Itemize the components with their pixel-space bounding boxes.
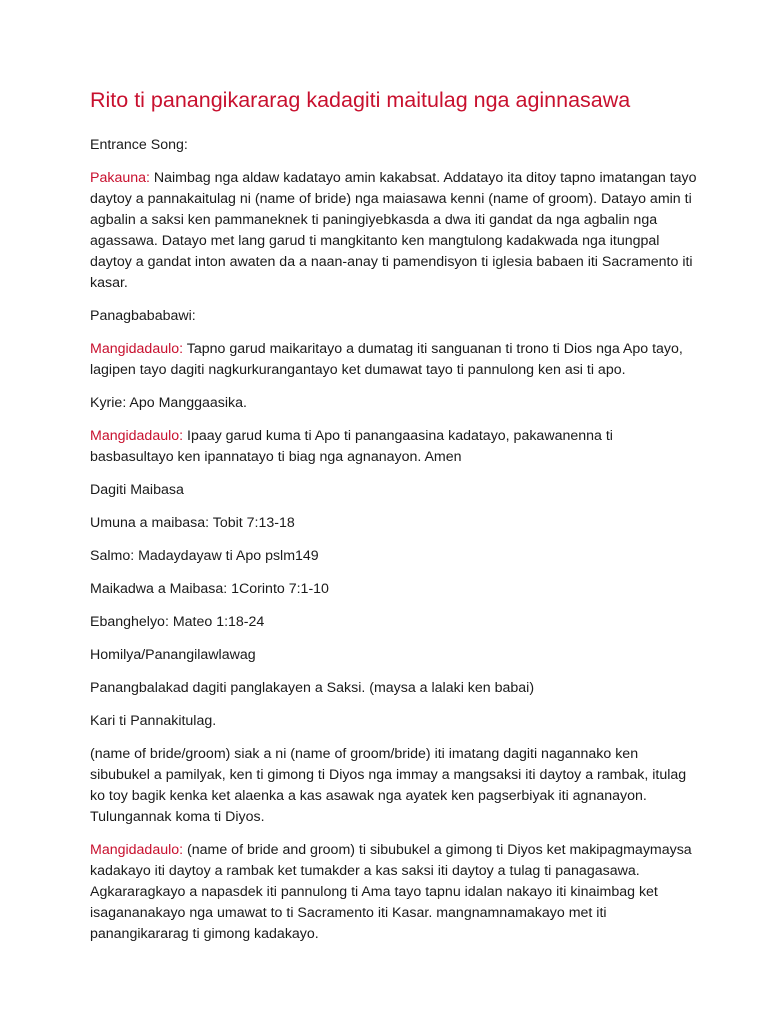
mangidadaulo-paragraph-1 [90, 339, 700, 381]
panagbabawi-heading: Panagbababawi: [90, 307, 196, 324]
speaker-label: Mangidadaulo: [90, 340, 184, 357]
panangbalakad-heading: Panangbalakad dagiti panglakayen a Saksi. (maysa a lalaki ken babai) [90, 679, 535, 696]
kari-heading: Kari ti Pannakitulag. [90, 712, 217, 729]
mangidadaulo-paragraph-3 [90, 840, 700, 945]
speaker-label: Mangidadaulo: [90, 427, 184, 444]
speaker-label: Pakauna: [90, 169, 150, 186]
reading-item: Umuna a maibasa: Tobit 7:13-18 [90, 514, 295, 531]
reading-item: Salmo: Madaydayaw ti Apo pslm149 [90, 547, 319, 564]
entrance-song-heading: Entrance Song: [90, 136, 188, 153]
kyrie-text: : Apo Manggaasika. [122, 394, 247, 411]
speaker-label: Mangidadaulo: [90, 841, 184, 858]
kyrie-paragraph [90, 393, 700, 414]
pakauna-paragraph [90, 168, 700, 294]
paragraph-text: (name of bride and groom) ti sibubukel a gimong ti Diyos ket makipagmaymaysa kadakayo iti daytoy a rambak ket tumakder a kas saksi iti daytoy a tulag ti panagasawa. Agkararagkayo a napasdek iti pannulong ti Ama tayo tapnu idalan nakayo iti kinaimbag ket isagananakayo nga umawat to ti Sacramento iti Kasar. mangnamnamakayo met iti panangikararag ti gimong kadakayo. [90, 841, 692, 942]
paragraph-text: Ipaay garud kuma ti Apo ti panangaasina kadatayo, pakawanenna ti basbasultayo ken ipannatayo ti biag nga agnanayon. Amen [90, 427, 613, 465]
reading-item: Maikadwa a Maibasa: 1Corinto 7:1-10 [90, 580, 329, 597]
document-title: Rito ti panangikararag kadagiti maitulag nga aginnasawa [90, 88, 631, 112]
vow-paragraph: (name of bride/groom) siak a ni (name of groom/bride) iti imatang dagiti nagannako ken sibubukel a pamilyak, ken ti gimong ti Diyos nga immay a mangsaksi iti daytoy a rambak, itulag ko toy bagik kenka ket alaenka a kas asawak nga ayatek ken pagserbiyak iti agnanayon. Tulungannak koma ti Diyos. [90, 745, 687, 825]
mangidadaulo-paragraph-2 [90, 426, 700, 468]
document-page [90, 88, 700, 957]
homilya-heading: Homilya/Panangilawlawag [90, 646, 256, 663]
dagiti-maibasa-heading: Dagiti Maibasa [90, 481, 184, 498]
paragraph-text: Naimbag nga aldaw kadatayo amin kakabsat. Addatayo ita ditoy tapno imatangan tayo daytoy a pannakaitulag ni (name of bride) nga maiasawa kenni (name of groom). Datayo amin ti agbalin a saksi ken pammaneknek ti paningiyebkasda a dwa iti gandat da nga agbalin nga agassawa. Datayo met lang garud ti mangkitanto ken mangtulong kadakwada nga itungpal daytoy a gandat inton awaten da a naan-anay ti pamendisyon ti iglesia babaen iti Sacramento iti kasar. [90, 169, 697, 291]
paragraph-text: Tapno garud maikaritayo a dumatag iti sanguanan ti trono ti Dios nga Apo tayo, lagipen tayo dagiti nagkurkurangantayo ket dumawat tayo ti pannulong ken asi ti apo. [90, 340, 683, 378]
reading-item: Ebanghelyo: Mateo 1:18-24 [90, 613, 265, 630]
kyrie-label: Kyrie [90, 394, 123, 411]
